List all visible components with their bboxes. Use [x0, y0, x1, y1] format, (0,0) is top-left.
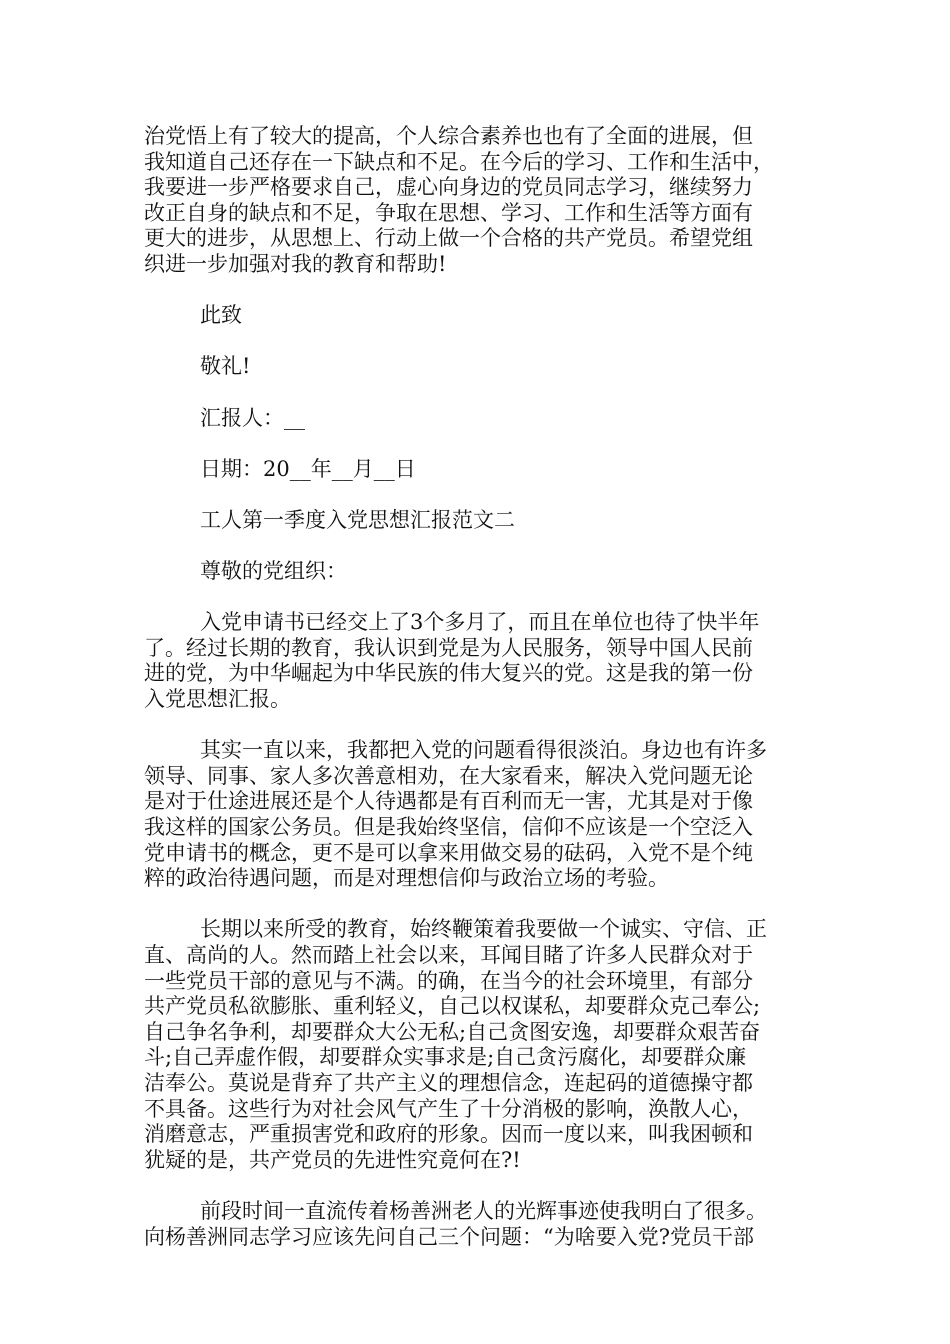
paragraph-gap: [144, 585, 808, 611]
text-line: 了。经过长期的教育，我认识到党是为人民服务，领导中国人民前: [144, 635, 753, 660]
text-line: 其实一直以来，我都把入党的问题看得很淡泊。身边也有许多: [200, 738, 767, 763]
paragraph-gap: [144, 892, 808, 918]
document-page: [144, 124, 808, 1250]
text-line: 洁奉公。莫说是背弃了共产主义的理想信念，连起码的道德操守都: [144, 1070, 753, 1095]
text-line: 一些党员干部的意见与不满。的确，在当今的社会环境里，有部分: [144, 968, 753, 993]
text-line: 工人第一季度入党思想汇报范文二: [200, 507, 515, 532]
text-line: 汇报人：__: [200, 405, 305, 430]
paragraph: [144, 457, 808, 483]
text-line: 前段时间一直流传着杨善洲老人的光辉事迹使我明白了很多。: [200, 1198, 767, 1223]
text-line: 此致: [200, 303, 242, 328]
paragraph-gap: [144, 482, 808, 508]
paragraph-gap: [144, 1173, 808, 1199]
paragraph: [144, 508, 808, 534]
paragraph-gap: [144, 713, 808, 739]
paragraph-gap: [144, 329, 808, 355]
text-line: 犹疑的是，共产党员的先进性究竟何在?!: [144, 1147, 521, 1172]
text-line: 是对于仕途进展还是个人待遇都是有百利而无一害，尤其是对于像: [144, 789, 753, 814]
text-line: 进的党，为中华崛起为中华民族的伟大复兴的党。这是我的第一份: [144, 661, 753, 686]
text-line: 党申请书的概念，更不是可以拿来用做交易的砝码，入党不是个纯: [144, 840, 753, 865]
text-line: 更大的进步，从思想上、行动上做一个合格的共产党员。希望党组: [144, 226, 753, 251]
text-line: 织进一步加强对我的教育和帮助!: [144, 251, 447, 276]
text-line: 入党思想汇报。: [144, 687, 291, 712]
paragraph: [144, 124, 808, 278]
text-line: 我要进一步严格要求自己，虚心向身边的党员同志学习，继续努力: [144, 175, 753, 200]
paragraph: [144, 354, 808, 380]
text-line: 敬礼!: [200, 354, 251, 379]
text-line: 不具备。这些行为对社会风气产生了十分消极的影响，涣散人心，: [144, 1096, 753, 1121]
paragraph: [144, 917, 808, 1173]
text-line: 我这样的国家公务员。但是我始终坚信，信仰不应该是一个空泛入: [144, 815, 753, 840]
text-line: 长期以来所受的教育，始终鞭策着我要做一个诚实、守信、正: [200, 917, 767, 942]
text-line: 斗;自己弄虚作假，却要群众实事求是;自己贪污腐化，却要群众廉: [144, 1045, 747, 1070]
text-line: 向杨善洲同志学习应该先问自己三个问题：“为啥要入党?党员干部: [144, 1224, 754, 1249]
text-line: 共产党员私欲膨胀、重利轻义，自己以权谋私，却要群众克己奉公;: [144, 994, 761, 1019]
text-line: 改正自身的缺点和不足，争取在思想、学习、工作和生活等方面有: [144, 200, 753, 225]
paragraph: [144, 738, 808, 892]
paragraph: [144, 610, 808, 712]
text-line: 消磨意志，严重损害党和政府的形象。因而一度以来，叫我困顿和: [144, 1122, 753, 1147]
paragraph-gap: [144, 380, 808, 406]
text-line: 粹的政治待遇问题，而是对理想信仰与政治立场的考验。: [144, 866, 669, 891]
paragraph: [144, 406, 808, 432]
text-line: 我知道自己还存在一下缺点和不足。在今后的学习、工作和生活中，: [144, 149, 774, 174]
paragraph-gap: [144, 431, 808, 457]
paragraph: [144, 559, 808, 585]
text-line: 尊敬的党组织：: [200, 559, 347, 584]
text-line: 自己争名争利，却要群众大公无私;自己贪图安逸，却要群众艰苦奋: [144, 1019, 761, 1044]
paragraph: [144, 303, 808, 329]
text-line: 日期：20__年__月__日: [200, 456, 416, 481]
paragraph-gap: [144, 534, 808, 560]
paragraph-gap: [144, 278, 808, 304]
paragraph: [144, 1199, 808, 1250]
text-line: 领导、同事、家人多次善意相劝，在大家看来，解决入党问题无论: [144, 763, 753, 788]
text-line: 入党申请书已经交上了3个多月了，而且在单位也待了快半年: [200, 610, 760, 635]
text-line: 治党悟上有了较大的提高，个人综合素养也也有了全面的进展，但: [144, 124, 753, 148]
text-line: 直、高尚的人。然而踏上社会以来，耳闻目睹了许多人民群众对于: [144, 943, 753, 967]
